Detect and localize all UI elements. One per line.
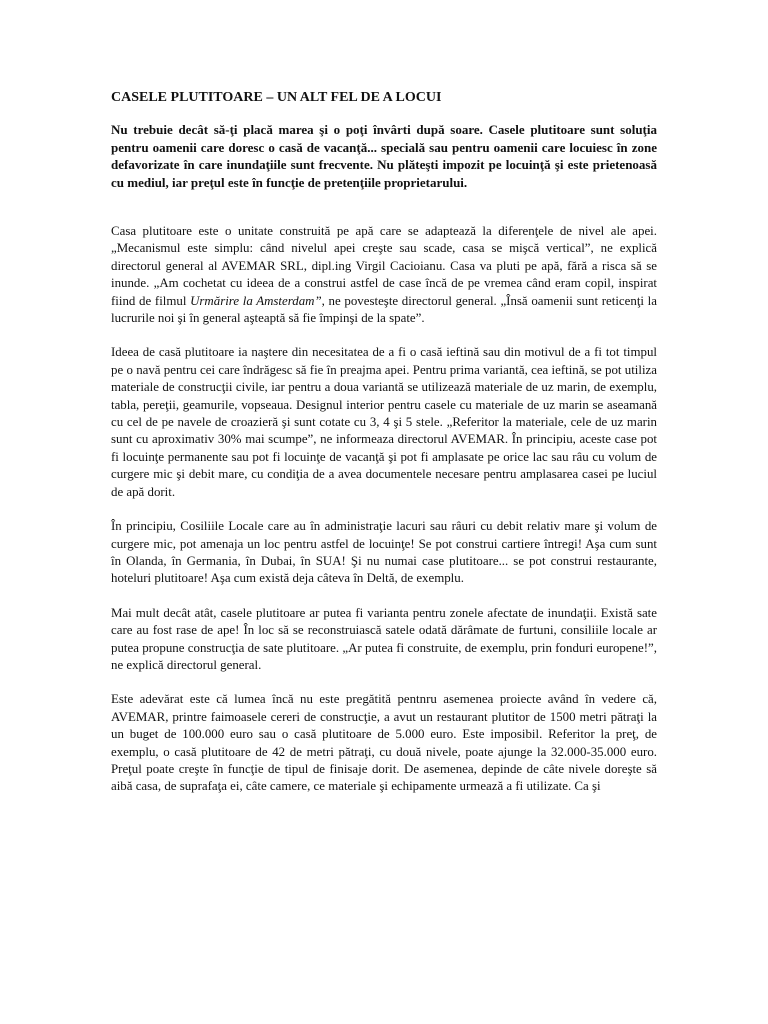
film-title: Urmărire la Amsterdam” xyxy=(190,293,322,308)
paragraph-4: Mai mult decât atât, casele plutitoare ar putea fi varianta pentru zonele afectate de inundaţii. Există sate care au fost rase de ape! În loc să se reconstruiască satele odată dărâmate de furtuni, consiliile locale ar putea propune construcţia de sate plutitoare. „Ar putea fi construite, de exemplu, prin fonduri europene!”, ne explică directorul general. xyxy=(111,605,657,672)
article-title: CASELE PLUTITOARE – UN ALT FEL DE A LOCUI xyxy=(111,90,442,105)
paragraph-2: Ideea de casă plutitoare ia naştere din necesitatea de a fi o casă ieftină sau din motivul de a fi tot timpul pe o navă pentru cei care îndrăgesc să fie în preajma apei. Pentru prima variantă, cea ieftină, se pot utiliza materiale de construcţii civile, iar pentru a doua variantă se utilizează materiale de uz marin, de exemplu, tabla, pereţii, geamurile, vopseaua. Designul interior pentru casele cu materiale de uz marin se aseamană cu cel de pe navele de croazieră şi sunt cotate cu 3, 4 şi 5 stele. „Referitor la materiale, cele de uz marin sunt cu aproximativ 30% mai scumpe”, ne informeaza directorul AVEMAR. În principiu, aceste case pot fi locuinţe permanente sau pot fi locuinţe de vacanţă şi pot fi amplasate pe orice lac sau râu cu volum de curgere mic şi debit mare, cu condiţia de a avea documentele necesare pentru amplasarea casei pe luciul de apă dorit. xyxy=(111,345,657,499)
paragraph-3: În principiu, Cosiliile Locale care au în administraţie lacuri sau râuri cu debit relativ mare şi volum de curgere mic, pot amenaja un loc pentru astfel de locuinţe! Se pot construi cartiere întregi! Aşa cum sunt în Olanda, în Germania, în Dubai, în SUA! Şi nu numai case plutitoare... se pot construi restaurante, hoteluri plutitoare! Aşa cum există deja câteva în Deltă, de exemplu. xyxy=(111,519,657,586)
paragraph-1-text-end: , ne povesteşte directorul general. „Însă oamenii sunt reticenţi la lucrurile noi şi în general aşteaptă să fie împinşi de la spate”. xyxy=(111,293,657,326)
paragraph-5: Este adevărat este că lumea încă nu este pregătită pentnru asemenea proiecte având în vedere că, AVEMAR, printre faimoasele cereri de construcţie, a avut un restaurant plutitor de 1500 metri pătraţi la un buget de 100.000 euro sau o casă plutitoare de 5.000 euro. Este imposibil. Referitor la preţ, de exemplu, o casă plutitoare de 42 de metri pătraţi, cu două nivele, poate ajunge la 32.000-35.000 euro. Preţul poate creşte în funcţie de tipul de finisaje dorit. De asemenea, depinde de câte nivele doreşte să aibă casa, de suprafaţa ei, câte camere, ce materiale şi echipamente urmează a fi utilizate. Ca şi xyxy=(111,692,657,794)
paragraph-1-text-start: Casa plutitoare este o unitate construită pe apă care se adaptează la diferenţele de nivel ale apei. „Mecanismul este simplu: când nivelul apei creşte sau scade, casa se mişcă vertical”, ne explică directorul general al AVEMAR SRL, dipl.ing Virgil Cacioianu. Casa va pluti pe apă, fără a risca să se inunde. „Am cochetat cu ideea de a construi astfel de case încă de pe vremea când eram copil, inspirat fiind de filmul xyxy=(111,224,657,308)
document-page xyxy=(111,89,657,796)
article-lead: Nu trebuie decât să-ţi placă marea şi o poţi învârti după soare. Casele plutitoare sunt soluţia pentru oamenii care doresc o casă de vacanţă... specială sau pentru oamenii care locuiesc în zone defavorizate în care inundaţiile sunt frecvente. Nu plăteşti impozit pe locuinţă şi este prietenoasă cu mediul, iar preţul este în funcţie de pretenţiile proprietarului. xyxy=(111,122,657,190)
paragraph-1 xyxy=(111,223,657,327)
